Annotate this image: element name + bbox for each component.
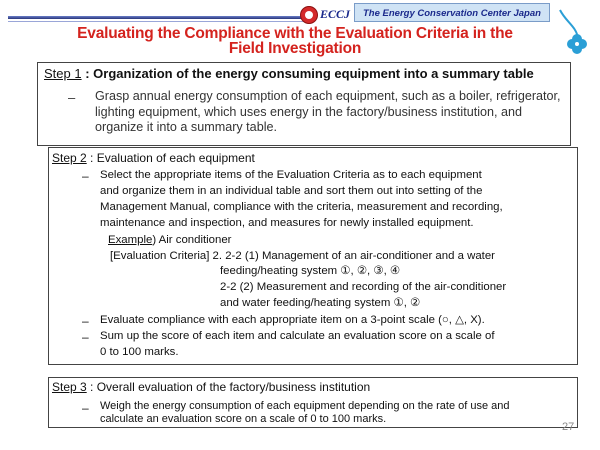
clover-icon xyxy=(556,8,588,60)
step2-bullet-1-line-1: Select the appropriate items of the Evaluation Criteria as to each equipment xyxy=(100,169,482,181)
step2-label: Step 2 xyxy=(52,151,87,165)
step3-separator: : xyxy=(86,380,97,394)
step3-title: Overall evaluation of the factory/business institution xyxy=(96,380,371,394)
step1-heading xyxy=(44,66,534,81)
step1-label: Step 1 xyxy=(44,66,82,81)
step2-bullet-2: Evaluate compliance with each appropriate item on a 3-point scale (○, △, X). xyxy=(100,314,485,326)
logo-text: ECCJ xyxy=(320,7,351,21)
step2-separator: : xyxy=(86,151,97,165)
step3-label: Step 3 xyxy=(52,380,87,394)
criteria-line-3: 2-2 (2) Measurement and recording of the air-conditioner xyxy=(220,281,507,293)
step2-bullet-1-marker: – xyxy=(82,169,89,183)
step2-bullet-1-line-3: Management Manual, compliance with the criteria, measurement and recording, xyxy=(100,201,503,213)
step2-bullet-1-line-4: maintenance and inspection, and measures for newly installed equipment. xyxy=(100,217,474,229)
title-line-2: Field Investigation xyxy=(228,40,362,57)
example-prefix: Example xyxy=(108,234,153,246)
step2-heading xyxy=(52,151,255,165)
step1-bullet: – xyxy=(68,90,76,105)
page-title xyxy=(50,26,540,56)
title-line-1: Evaluating the Compliance with the Evaluation Criteria in the xyxy=(77,25,513,42)
page-number: 27 xyxy=(562,421,575,433)
step3-body-line-1: Weigh the energy consumption of each equipment depending on the rate of use and xyxy=(100,400,510,412)
example-suffix: ) Air conditioner xyxy=(152,234,232,246)
step3-bullet-marker: – xyxy=(82,401,89,415)
criteria-line-1: [Evaluation Criteria] 2. 2-2 (1) Management of an air-conditioner and a water xyxy=(110,250,495,262)
step3-body-line-2: calculate an evaluation score on a scale of 0 to 100 marks. xyxy=(100,413,387,425)
org-name-banner: The Energy Conservation Center Japan xyxy=(354,3,550,22)
header-rule xyxy=(8,16,308,19)
step2-bullet-3-line-2: 0 to 100 marks. xyxy=(100,346,179,358)
step3-heading xyxy=(52,380,370,394)
step2-bullet-3-marker: – xyxy=(82,330,89,344)
step1-separator: : xyxy=(81,66,94,81)
step2-bullet-1-line-2: and organize them in an individual table and sort them out into setting of the xyxy=(100,185,483,197)
criteria-line-4: and water feeding/heating system ①, ② xyxy=(220,297,421,309)
criteria-line-2: feeding/heating system ①, ②, ③, ④ xyxy=(220,265,401,277)
step2-bullet-2-marker: – xyxy=(82,314,89,328)
step2-title: Evaluation of each equipment xyxy=(96,151,255,165)
step2-bullet-3-line-1: Sum up the score of each item and calculate an evaluation score on a scale of xyxy=(100,330,495,342)
step1-title: Organization of the energy consuming equipment into a summary table xyxy=(93,66,534,81)
step1-body: Grasp annual energy consumption of each equipment, such as a boiler, refrigerator, lighting equipment, which uses energy in the factory/business institution, and organize it into a summary table. xyxy=(95,89,561,134)
header-rule-thin xyxy=(8,21,308,22)
example-label xyxy=(108,233,231,249)
eccj-logo-icon xyxy=(300,6,318,24)
